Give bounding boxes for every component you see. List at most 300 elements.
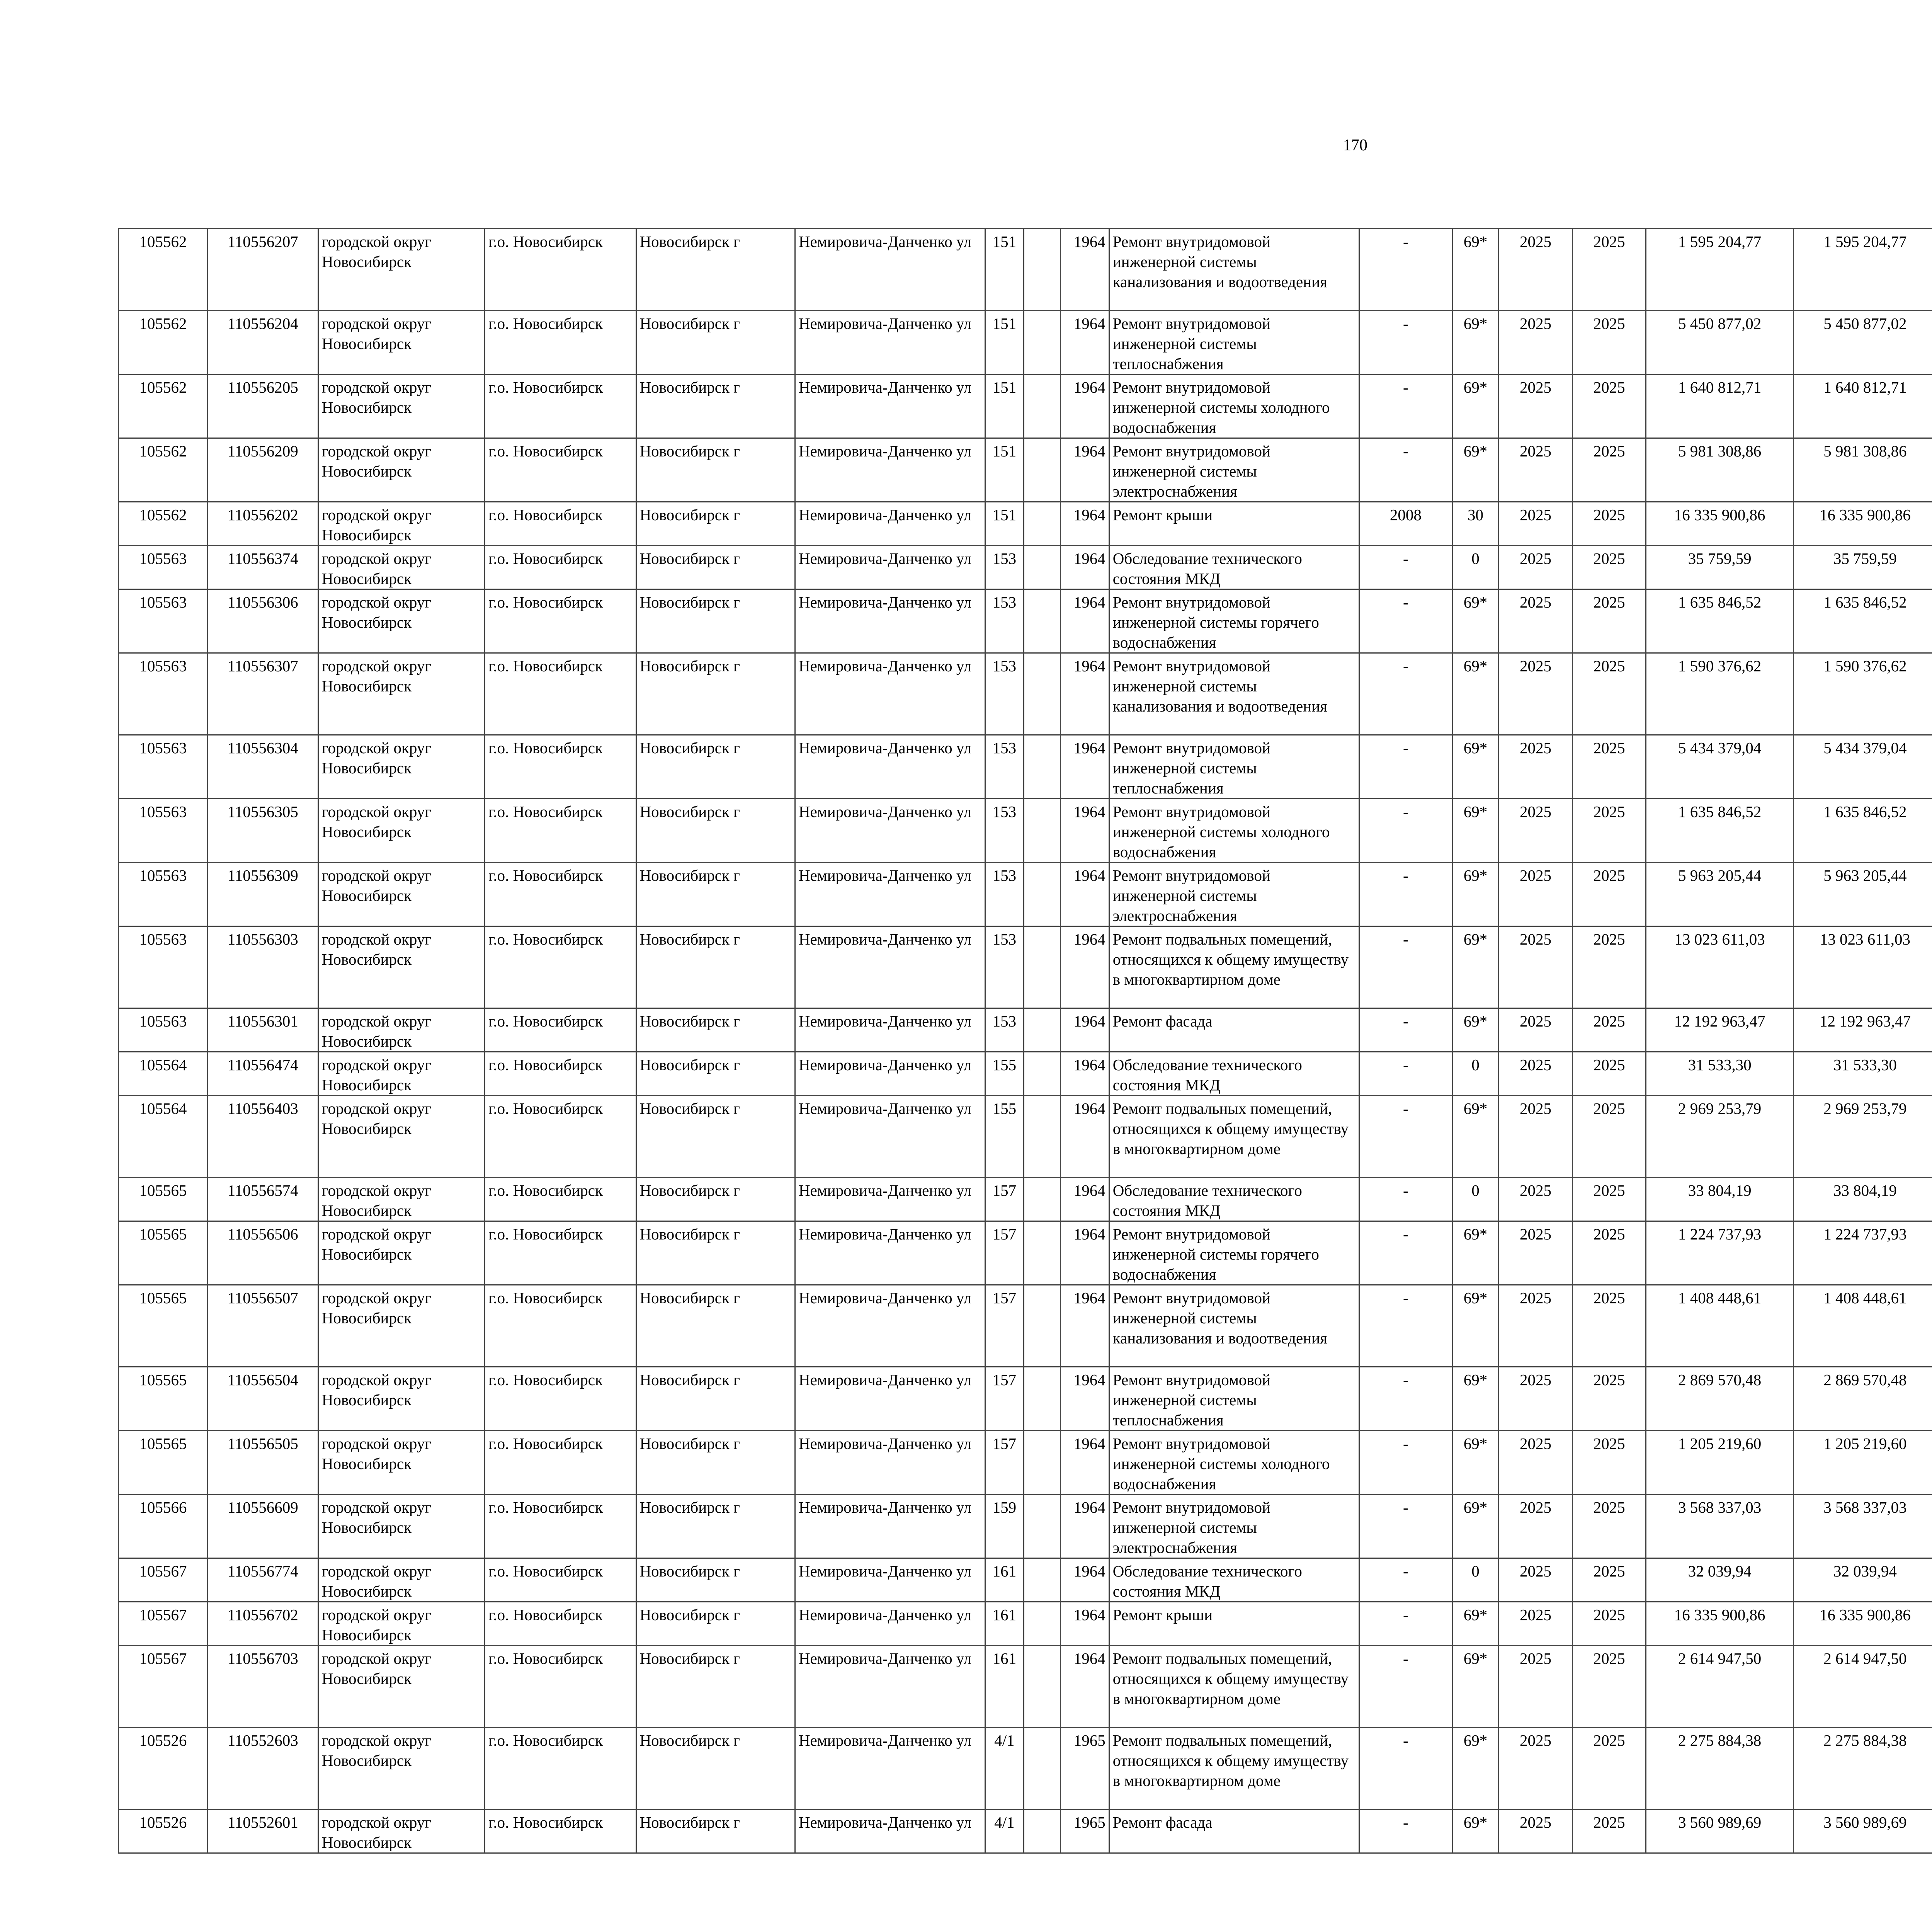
program-id-cell: 105563 [119, 1008, 208, 1052]
program-id-cell: 105562 [119, 502, 208, 546]
wear-percent-cell: 69* [1452, 735, 1498, 799]
table-row [119, 1221, 1932, 1285]
plan-year-end-cell: 2025 [1572, 1558, 1646, 1602]
wear-percent-cell: 69* [1452, 1602, 1498, 1646]
street-cell: Немировича-Данченко ул [795, 1810, 985, 1853]
build-year-cell: 1965 [1061, 1728, 1109, 1810]
work-type-cell: Ремонт подвальных помещений, относящихся к общему имуществу в многоквартирном доме [1109, 1646, 1359, 1728]
work-type-cell: Ремонт подвальных помещений, относящихся к общему имуществу в многоквартирном доме [1109, 1096, 1359, 1178]
build-year-cell: 1964 [1061, 1602, 1109, 1646]
wear-percent-cell: 0 [1452, 1558, 1498, 1602]
building-cell [1024, 1728, 1061, 1810]
total-cost-cell: 1 408 448,61 [1646, 1285, 1793, 1367]
work-id-cell: 110556506 [207, 1221, 318, 1285]
build-year-cell: 1964 [1061, 1052, 1109, 1096]
table-row [119, 1096, 1932, 1178]
last-repair-year-cell: - [1359, 1431, 1452, 1495]
wear-percent-cell: 0 [1452, 1178, 1498, 1221]
work-id-cell: 110556207 [207, 229, 318, 311]
locality-cell: Новосибирск г [636, 863, 795, 926]
wear-percent-cell: 69* [1452, 799, 1498, 863]
build-year-cell: 1964 [1061, 1096, 1109, 1178]
building-cell [1024, 311, 1061, 375]
program-id-cell: 105566 [119, 1495, 208, 1558]
table-row [119, 375, 1932, 438]
plan-year-start-cell: 2025 [1499, 735, 1573, 799]
fund-cost-cell: 3 568 337,03 [1793, 1495, 1932, 1558]
plan-year-end-cell: 2025 [1572, 502, 1646, 546]
wear-percent-cell: 69* [1452, 1646, 1498, 1728]
work-id-cell: 110556703 [207, 1646, 318, 1728]
municipality-cell: городской округ Новосибирск [318, 1367, 485, 1431]
fund-cost-cell: 3 560 989,69 [1793, 1810, 1932, 1853]
table-row [119, 438, 1932, 502]
district-cell: г.о. Новосибирск [485, 1602, 636, 1646]
district-cell: г.о. Новосибирск [485, 546, 636, 589]
total-cost-cell: 2 275 884,38 [1646, 1728, 1793, 1810]
work-type-cell: Обследование технического состояния МКД [1109, 546, 1359, 589]
house-number-cell: 157 [985, 1221, 1024, 1285]
district-cell: г.о. Новосибирск [485, 1052, 636, 1096]
locality-cell: Новосибирск г [636, 1096, 795, 1178]
fund-cost-cell: 1 590 376,62 [1793, 653, 1932, 735]
building-cell [1024, 1602, 1061, 1646]
work-id-cell: 110556574 [207, 1178, 318, 1221]
building-cell [1024, 863, 1061, 926]
locality-cell: Новосибирск г [636, 311, 795, 375]
street-cell: Немировича-Данченко ул [795, 799, 985, 863]
building-cell [1024, 1052, 1061, 1096]
work-id-cell: 110556202 [207, 502, 318, 546]
table-row [119, 1495, 1932, 1558]
build-year-cell: 1964 [1061, 1558, 1109, 1602]
program-id-cell: 105565 [119, 1431, 208, 1495]
table-row [119, 863, 1932, 926]
program-id-cell: 105562 [119, 438, 208, 502]
work-id-cell: 110556474 [207, 1052, 318, 1096]
district-cell: г.о. Новосибирск [485, 1558, 636, 1602]
street-cell: Немировича-Данченко ул [795, 1008, 985, 1052]
table-row [119, 546, 1932, 589]
plan-year-end-cell: 2025 [1572, 735, 1646, 799]
wear-percent-cell: 69* [1452, 1096, 1498, 1178]
locality-cell: Новосибирск г [636, 1558, 795, 1602]
total-cost-cell: 2 614 947,50 [1646, 1646, 1793, 1728]
building-cell [1024, 926, 1061, 1008]
street-cell: Немировича-Данченко ул [795, 1221, 985, 1285]
plan-year-start-cell: 2025 [1499, 1178, 1573, 1221]
municipality-cell: городской округ Новосибирск [318, 926, 485, 1008]
wear-percent-cell: 69* [1452, 589, 1498, 653]
plan-year-end-cell: 2025 [1572, 1096, 1646, 1178]
table-row [119, 1728, 1932, 1810]
plan-year-start-cell: 2025 [1499, 1558, 1573, 1602]
fund-cost-cell: 1 635 846,52 [1793, 799, 1932, 863]
locality-cell: Новосибирск г [636, 1285, 795, 1367]
work-id-cell: 110556309 [207, 863, 318, 926]
house-number-cell: 153 [985, 735, 1024, 799]
street-cell: Немировича-Данченко ул [795, 546, 985, 589]
last-repair-year-cell: - [1359, 1221, 1452, 1285]
district-cell: г.о. Новосибирск [485, 1367, 636, 1431]
house-number-cell: 155 [985, 1096, 1024, 1178]
program-id-cell: 105567 [119, 1646, 208, 1728]
house-number-cell: 153 [985, 653, 1024, 735]
street-cell: Немировича-Данченко ул [795, 863, 985, 926]
municipality-cell: городской округ Новосибирск [318, 863, 485, 926]
total-cost-cell: 2 969 253,79 [1646, 1096, 1793, 1178]
total-cost-cell: 2 869 570,48 [1646, 1367, 1793, 1431]
fund-cost-cell: 5 434 379,04 [1793, 735, 1932, 799]
municipality-cell: городской округ Новосибирск [318, 229, 485, 311]
municipality-cell: городской округ Новосибирск [318, 438, 485, 502]
program-id-cell: 105563 [119, 546, 208, 589]
work-type-cell: Ремонт фасада [1109, 1810, 1359, 1853]
building-cell [1024, 1495, 1061, 1558]
build-year-cell: 1964 [1061, 375, 1109, 438]
program-id-cell: 105565 [119, 1221, 208, 1285]
table-row [119, 1008, 1932, 1052]
plan-year-start-cell: 2025 [1499, 863, 1573, 926]
street-cell: Немировича-Данченко ул [795, 1602, 985, 1646]
plan-year-end-cell: 2025 [1572, 1646, 1646, 1728]
district-cell: г.о. Новосибирск [485, 1221, 636, 1285]
locality-cell: Новосибирск г [636, 229, 795, 311]
building-cell [1024, 1431, 1061, 1495]
wear-percent-cell: 69* [1452, 1728, 1498, 1810]
table-row [119, 502, 1932, 546]
work-id-cell: 110556505 [207, 1431, 318, 1495]
program-id-cell: 105567 [119, 1602, 208, 1646]
last-repair-year-cell: - [1359, 1052, 1452, 1096]
program-id-cell: 105562 [119, 311, 208, 375]
work-id-cell: 110556504 [207, 1367, 318, 1431]
total-cost-cell: 3 560 989,69 [1646, 1810, 1793, 1853]
locality-cell: Новосибирск г [636, 1646, 795, 1728]
build-year-cell: 1964 [1061, 229, 1109, 311]
work-id-cell: 110556301 [207, 1008, 318, 1052]
program-id-cell: 105565 [119, 1178, 208, 1221]
house-number-cell: 153 [985, 926, 1024, 1008]
fund-cost-cell: 32 039,94 [1793, 1558, 1932, 1602]
plan-year-start-cell: 2025 [1499, 229, 1573, 311]
wear-percent-cell: 69* [1452, 863, 1498, 926]
fund-cost-cell: 16 335 900,86 [1793, 1602, 1932, 1646]
building-cell [1024, 1646, 1061, 1728]
work-type-cell: Ремонт фасада [1109, 1008, 1359, 1052]
municipality-cell: городской округ Новосибирск [318, 653, 485, 735]
capital-repair-table [118, 228, 1932, 1854]
house-number-cell: 153 [985, 546, 1024, 589]
house-number-cell: 157 [985, 1285, 1024, 1367]
work-type-cell: Ремонт подвальных помещений, относящихся к общему имуществу в многоквартирном доме [1109, 1728, 1359, 1810]
fund-cost-cell: 1 635 846,52 [1793, 589, 1932, 653]
table-row [119, 589, 1932, 653]
locality-cell: Новосибирск г [636, 926, 795, 1008]
municipality-cell: городской округ Новосибирск [318, 1285, 485, 1367]
municipality-cell: городской округ Новосибирск [318, 546, 485, 589]
program-id-cell: 105562 [119, 229, 208, 311]
plan-year-start-cell: 2025 [1499, 1602, 1573, 1646]
locality-cell: Новосибирск г [636, 799, 795, 863]
table-row [119, 1431, 1932, 1495]
program-id-cell: 105564 [119, 1096, 208, 1178]
program-id-cell: 105563 [119, 735, 208, 799]
locality-cell: Новосибирск г [636, 653, 795, 735]
building-cell [1024, 1810, 1061, 1853]
build-year-cell: 1964 [1061, 1178, 1109, 1221]
work-type-cell: Ремонт внутридомовой инженерной системы холодного водоснабжения [1109, 375, 1359, 438]
plan-year-start-cell: 2025 [1499, 589, 1573, 653]
building-cell [1024, 375, 1061, 438]
plan-year-start-cell: 2025 [1499, 438, 1573, 502]
plan-year-end-cell: 2025 [1572, 799, 1646, 863]
table-row [119, 1558, 1932, 1602]
last-repair-year-cell: - [1359, 375, 1452, 438]
plan-year-end-cell: 2025 [1572, 1367, 1646, 1431]
district-cell: г.о. Новосибирск [485, 863, 636, 926]
building-cell [1024, 546, 1061, 589]
municipality-cell: городской округ Новосибирск [318, 1221, 485, 1285]
street-cell: Немировича-Данченко ул [795, 589, 985, 653]
house-number-cell: 159 [985, 1495, 1024, 1558]
work-id-cell: 110556307 [207, 653, 318, 735]
municipality-cell: городской округ Новосибирск [318, 799, 485, 863]
last-repair-year-cell: - [1359, 1367, 1452, 1431]
total-cost-cell: 1 635 846,52 [1646, 589, 1793, 653]
plan-year-start-cell: 2025 [1499, 311, 1573, 375]
work-id-cell: 110556702 [207, 1602, 318, 1646]
district-cell: г.о. Новосибирск [485, 926, 636, 1008]
locality-cell: Новосибирск г [636, 1367, 795, 1431]
district-cell: г.о. Новосибирск [485, 229, 636, 311]
plan-year-end-cell: 2025 [1572, 1728, 1646, 1810]
table-row [119, 1810, 1932, 1853]
fund-cost-cell: 1 408 448,61 [1793, 1285, 1932, 1367]
build-year-cell: 1964 [1061, 653, 1109, 735]
last-repair-year-cell: 2008 [1359, 502, 1452, 546]
work-type-cell: Ремонт крыши [1109, 1602, 1359, 1646]
last-repair-year-cell: - [1359, 546, 1452, 589]
total-cost-cell: 1 635 846,52 [1646, 799, 1793, 863]
work-type-cell: Ремонт внутридомовой инженерной системы теплоснабжения [1109, 735, 1359, 799]
work-type-cell: Обследование технического состояния МКД [1109, 1052, 1359, 1096]
locality-cell: Новосибирск г [636, 1728, 795, 1810]
work-id-cell: 110556303 [207, 926, 318, 1008]
total-cost-cell: 5 981 308,86 [1646, 438, 1793, 502]
municipality-cell: городской округ Новосибирск [318, 1096, 485, 1178]
plan-year-start-cell: 2025 [1499, 1285, 1573, 1367]
building-cell [1024, 229, 1061, 311]
last-repair-year-cell: - [1359, 926, 1452, 1008]
wear-percent-cell: 69* [1452, 1285, 1498, 1367]
street-cell: Немировича-Данченко ул [795, 1431, 985, 1495]
plan-year-end-cell: 2025 [1572, 311, 1646, 375]
district-cell: г.о. Новосибирск [485, 1178, 636, 1221]
district-cell: г.о. Новосибирск [485, 438, 636, 502]
plan-year-end-cell: 2025 [1572, 926, 1646, 1008]
last-repair-year-cell: - [1359, 589, 1452, 653]
program-id-cell: 105565 [119, 1367, 208, 1431]
build-year-cell: 1964 [1061, 502, 1109, 546]
district-cell: г.о. Новосибирск [485, 653, 636, 735]
municipality-cell: городской округ Новосибирск [318, 502, 485, 546]
locality-cell: Новосибирск г [636, 735, 795, 799]
plan-year-start-cell: 2025 [1499, 1008, 1573, 1052]
build-year-cell: 1964 [1061, 735, 1109, 799]
street-cell: Немировича-Данченко ул [795, 229, 985, 311]
build-year-cell: 1964 [1061, 438, 1109, 502]
locality-cell: Новосибирск г [636, 1602, 795, 1646]
last-repair-year-cell: - [1359, 1810, 1452, 1853]
table-row [119, 799, 1932, 863]
work-id-cell: 110552601 [207, 1810, 318, 1853]
wear-percent-cell: 69* [1452, 1008, 1498, 1052]
locality-cell: Новосибирск г [636, 546, 795, 589]
plan-year-start-cell: 2025 [1499, 1367, 1573, 1431]
total-cost-cell: 12 192 963,47 [1646, 1008, 1793, 1052]
fund-cost-cell: 33 804,19 [1793, 1178, 1932, 1221]
district-cell: г.о. Новосибирск [485, 1646, 636, 1728]
build-year-cell: 1964 [1061, 546, 1109, 589]
total-cost-cell: 1 590 376,62 [1646, 653, 1793, 735]
work-id-cell: 110556403 [207, 1096, 318, 1178]
municipality-cell: городской округ Новосибирск [318, 589, 485, 653]
build-year-cell: 1964 [1061, 799, 1109, 863]
house-number-cell: 153 [985, 1008, 1024, 1052]
street-cell: Немировича-Данченко ул [795, 438, 985, 502]
table-row [119, 1052, 1932, 1096]
build-year-cell: 1964 [1061, 1646, 1109, 1728]
municipality-cell: городской округ Новосибирск [318, 1646, 485, 1728]
build-year-cell: 1964 [1061, 863, 1109, 926]
work-type-cell: Ремонт подвальных помещений, относящихся к общему имуществу в многоквартирном доме [1109, 926, 1359, 1008]
plan-year-start-cell: 2025 [1499, 799, 1573, 863]
house-number-cell: 151 [985, 502, 1024, 546]
work-type-cell: Ремонт внутридомовой инженерной системы электроснабжения [1109, 863, 1359, 926]
work-id-cell: 110552603 [207, 1728, 318, 1810]
wear-percent-cell: 69* [1452, 1495, 1498, 1558]
street-cell: Немировича-Данченко ул [795, 375, 985, 438]
last-repair-year-cell: - [1359, 1558, 1452, 1602]
program-id-cell: 105563 [119, 863, 208, 926]
fund-cost-cell: 2 275 884,38 [1793, 1728, 1932, 1810]
work-type-cell: Ремонт внутридомовой инженерной системы холодного водоснабжения [1109, 1431, 1359, 1495]
plan-year-end-cell: 2025 [1572, 1810, 1646, 1853]
house-number-cell: 157 [985, 1431, 1024, 1495]
program-id-cell: 105526 [119, 1810, 208, 1853]
fund-cost-cell: 1 224 737,93 [1793, 1221, 1932, 1285]
building-cell [1024, 502, 1061, 546]
last-repair-year-cell: - [1359, 1285, 1452, 1367]
plan-year-end-cell: 2025 [1572, 589, 1646, 653]
municipality-cell: городской округ Новосибирск [318, 1810, 485, 1853]
work-type-cell: Ремонт внутридомовой инженерной системы горячего водоснабжения [1109, 589, 1359, 653]
wear-percent-cell: 30 [1452, 502, 1498, 546]
program-id-cell: 105567 [119, 1558, 208, 1602]
house-number-cell: 4/1 [985, 1810, 1024, 1853]
district-cell: г.о. Новосибирск [485, 1096, 636, 1178]
house-number-cell: 151 [985, 229, 1024, 311]
plan-year-start-cell: 2025 [1499, 546, 1573, 589]
house-number-cell: 161 [985, 1602, 1024, 1646]
table-row [119, 653, 1932, 735]
work-type-cell: Ремонт внутридомовой инженерной системы холодного водоснабжения [1109, 799, 1359, 863]
plan-year-end-cell: 2025 [1572, 546, 1646, 589]
municipality-cell: городской округ Новосибирск [318, 375, 485, 438]
district-cell: г.о. Новосибирск [485, 799, 636, 863]
total-cost-cell: 35 759,59 [1646, 546, 1793, 589]
build-year-cell: 1965 [1061, 1810, 1109, 1853]
build-year-cell: 1964 [1061, 589, 1109, 653]
district-cell: г.о. Новосибирск [485, 735, 636, 799]
program-id-cell: 105562 [119, 375, 208, 438]
work-id-cell: 110556209 [207, 438, 318, 502]
street-cell: Немировича-Данченко ул [795, 1646, 985, 1728]
district-cell: г.о. Новосибирск [485, 1431, 636, 1495]
wear-percent-cell: 69* [1452, 375, 1498, 438]
street-cell: Немировича-Данченко ул [795, 1495, 985, 1558]
work-id-cell: 110556306 [207, 589, 318, 653]
plan-year-end-cell: 2025 [1572, 1178, 1646, 1221]
house-number-cell: 155 [985, 1052, 1024, 1096]
wear-percent-cell: 69* [1452, 926, 1498, 1008]
fund-cost-cell: 1 205 219,60 [1793, 1431, 1932, 1495]
wear-percent-cell: 69* [1452, 1810, 1498, 1853]
plan-year-start-cell: 2025 [1499, 1052, 1573, 1096]
district-cell: г.о. Новосибирск [485, 311, 636, 375]
total-cost-cell: 5 963 205,44 [1646, 863, 1793, 926]
build-year-cell: 1964 [1061, 311, 1109, 375]
build-year-cell: 1964 [1061, 1495, 1109, 1558]
program-id-cell: 105564 [119, 1052, 208, 1096]
plan-year-end-cell: 2025 [1572, 1602, 1646, 1646]
plan-year-end-cell: 2025 [1572, 229, 1646, 311]
total-cost-cell: 5 434 379,04 [1646, 735, 1793, 799]
plan-year-end-cell: 2025 [1572, 653, 1646, 735]
wear-percent-cell: 0 [1452, 1052, 1498, 1096]
municipality-cell: городской округ Новосибирск [318, 1052, 485, 1096]
plan-year-start-cell: 2025 [1499, 1431, 1573, 1495]
locality-cell: Новосибирск г [636, 1008, 795, 1052]
program-id-cell: 105563 [119, 926, 208, 1008]
municipality-cell: городской округ Новосибирск [318, 1008, 485, 1052]
work-id-cell: 110556205 [207, 375, 318, 438]
last-repair-year-cell: - [1359, 1178, 1452, 1221]
fund-cost-cell: 2 869 570,48 [1793, 1367, 1932, 1431]
street-cell: Немировича-Данченко ул [795, 1096, 985, 1178]
program-id-cell: 105563 [119, 653, 208, 735]
district-cell: г.о. Новосибирск [485, 589, 636, 653]
street-cell: Немировича-Данченко ул [795, 311, 985, 375]
wear-percent-cell: 69* [1452, 1221, 1498, 1285]
last-repair-year-cell: - [1359, 799, 1452, 863]
work-type-cell: Обследование технического состояния МКД [1109, 1178, 1359, 1221]
plan-year-start-cell: 2025 [1499, 1646, 1573, 1728]
fund-cost-cell: 31 533,30 [1793, 1052, 1932, 1096]
work-type-cell: Ремонт внутридомовой инженерной системы канализования и водоотведения [1109, 653, 1359, 735]
total-cost-cell: 1 595 204,77 [1646, 229, 1793, 311]
last-repair-year-cell: - [1359, 863, 1452, 926]
plan-year-start-cell: 2025 [1499, 1495, 1573, 1558]
work-id-cell: 110556609 [207, 1495, 318, 1558]
house-number-cell: 153 [985, 799, 1024, 863]
total-cost-cell: 16 335 900,86 [1646, 1602, 1793, 1646]
locality-cell: Новосибирск г [636, 1221, 795, 1285]
locality-cell: Новосибирск г [636, 1052, 795, 1096]
fund-cost-cell: 5 963 205,44 [1793, 863, 1932, 926]
program-id-cell: 105563 [119, 589, 208, 653]
